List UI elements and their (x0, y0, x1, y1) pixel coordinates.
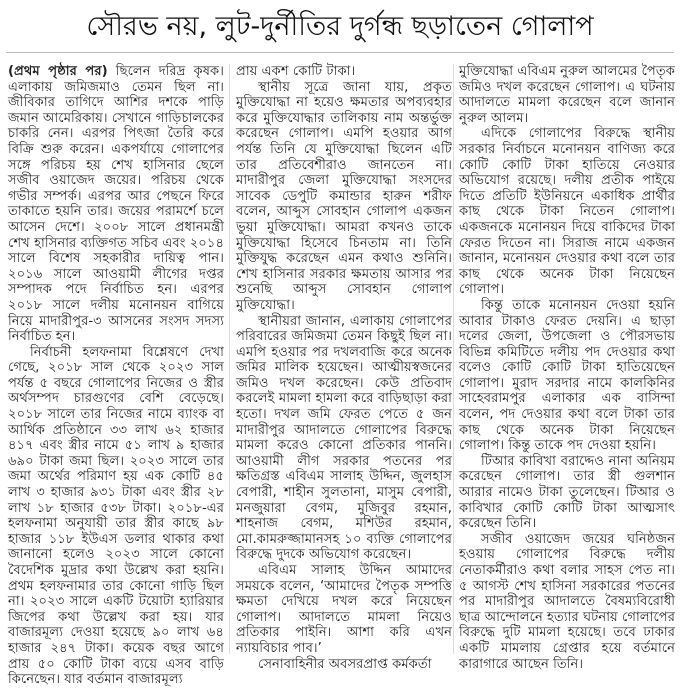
article-paragraph: এদিকে গোলাপের বিরুদ্ধে স্থানীয় সরকার নির্বাচনে মনোনয়ন বাণিজ্য করে কোটি কোটি টাকা হাতিয়ে নেওয়ার অভিযোগ রয়েছে। দলীয় প্রতীক পাইয়ে দিতে প্রতিটি ইউনিয়নে একাধিক প্রার্থীর কাছ থেকে টাকা নিতেন গোলাপ। একজনকে মনোনয়ন দিয়ে বাকিদের টাকা ফেরত দিতেন না। সিরাজ নামে একজন জানান, মনোনয়ন দেওয়ার কথা বলে তার কাছ থেকে অনেক টাকা নিয়েছেন গোলাপ। (459, 126, 675, 298)
article-paragraph: মুক্তিযোদ্ধা এবিএম নুরুল আলমের পৈতৃক জমিও দখল করেছেন গোলাপ। এ ঘটনায় আদালতে মামলা করেছেন বলে জানান নুরুল আলম। (459, 64, 675, 126)
column-divider (453, 64, 454, 654)
article-paragraph (8, 64, 224, 345)
headline-divider (6, 52, 674, 53)
article-paragraph: এবিএম সালাহ উদ্দিন আমাদের সময়কে বলেন, ‘আমাদের পৈতৃক সম্পত্তি ক্ষমতা দেখিয়ে দখল করে নিয়েছেন গোলাপ। আদালতে মামলা নিয়েও প্রতিকার পাইনি। আশা করি এখন ন্যায়বিচার পাব।’ (236, 563, 452, 656)
article-paragraph: প্রায় একশ কোটি টাকা। (236, 64, 356, 79)
article-column-3 (459, 64, 675, 672)
article-paragraph: নির্বাচনী হলফনামা বিশ্লেষণে দেখা গেছে, ২০১৮ সাল থেকে ২০২৩ সাল পর্যন্ত ৫ বছরে গোলাপের নিজের ও স্ত্রীর অর্থসম্পদ চারগুণের বেশি বেড়েছে। ২০১৮ সালে তার নিজের নামে ব্যাংক বা আর্থিক প্রতিষ্ঠানে ৩৩ লাখ ৬২ হাজার ৪১৭ এবং স্ত্রীর নামে ৫১ লাখ ৯ হাজার ৬৯০ টাকা জমা ছিল। ২০২৩ সালে তার জমা অর্থের পরিমাণ হয় এক কোটি ৪৫ লাখ ৩ হাজার ৯৩১ টাকা এবং স্ত্রীর ২৮ লাখ ১৮ হাজার ৫৩৮ টাকা। ২০১৮-এর হলফনামা অনুযায়ী তার স্ত্রীর কাছে ৯৮ হাজার ১১৮ ইউএস ডলার থাকার কথা জানানো হলেও ২০২৩ সালে কোনো বৈদেশিক মুদ্রার কথা উল্লেখ করা হয়নি। প্রথম হলফনামার তার কোনো গাড়ি ছিল না। ২০২৩ সালে একটি টয়োটা হ্যারিয়ার জিপের কথা উল্লেখ করা হয়। যার বাজারমূল্য দেওয়া হয়েছে ৯০ লাখ ৬৪ হাজার ২৪৭ টাকা। কয়েক বছর আগে প্রায় ৫০ কোটি টাকা ব্যয়ে এসব বাড়ি কিনেছেন। যার বর্তমান বাজারমূল্য (8, 344, 224, 688)
headline: সৌরভ নয়, লুট-দুর্নীতির দুর্গন্ধ ছড়াতেন গোলাপ (86, 11, 594, 42)
paragraph-text: ছিলেন দরিদ্র কৃষক। এলাকায় জমিজমাও তেমন ছিল না। জীবিকার তাগিদে আশির দশকে পাড়ি জমান আমেরিকায়। সেখানে গাড়িচালকের চাকরি নেন। এরপর পিৎজা তৈরি করে বিক্রি শুরু করেন। একপর্যায়ে গোলাপের সঙ্গে পরিচয় হয় শেখ হাসিনার ছেলে সজীব ওয়াজেদ জয়ের। পরিচয় থেকে গভীর সম্পর্ক। এরপর আর পেছনে ফিরে তাকাতে হয়নি তার। জয়ের পরামর্শে চলে আসেন দেশে। ২০০৮ সালে প্রধানমন্ত্রী শেখ হাসিনার ব্যক্তিগত সচিব এবং ২০১৪ সালে বিশেষ সহকারীর দায়িত্ব পান। ২০১৬ সালে আওয়ামী লীগের দপ্তর সম্পাদক পদে নির্বাচিত হন। এরপর ২০১৮ সালে দলীয় মনোনয়ন বাগিয়ে নিয়ে মাদারীপুর-৩ আসনের সংসদ সদস্য নির্বাচিত হন। (8, 64, 224, 345)
article-paragraph: কিন্তু তাকে মনোনয়ন দেওয়া হয়নি আবার টাকাও ফেরত দেয়নি। এ ছাড়া দলের জেলা, উপজেলা ও পৌরসভায় বিভিন্ন কমিটিতে দলীয় পদ দেওয়ার কথা বলেও কোটি কোটি টাকা হাতিয়েছেন গোলাপ। মুরাদ সরদার নামে কালকিনির সাহেবরামপুর এলাকার এক বাসিন্দা বলেন, পদ দেওয়ার কথা বলে টাকা তার কাছ থেকে অনেক টাকা নিয়েছেন গোলাপ। কিন্তু তাকে পদ দেওয়া হয়নি। (459, 297, 675, 454)
continuation-label: (প্রথম পৃষ্ঠার পর) (8, 64, 108, 79)
article-paragraph: স্থানীয় সূত্রে জানা যায়, প্রকৃত মুক্তিযোদ্ধা না হয়েও ক্ষমতার অপব্যবহার করে মুক্তিযোদ্ধার তালিকায় নাম অন্তর্ভুক্ত করেছেন গোলাপ। এমপি হওয়ার আগ পর্যন্ত তিনি যে মুক্তিযোদ্ধা ছিলেন এটি তার প্রতিবেশীরাও জানতেন না। মাদারীপুর জেলা মুক্তিযোদ্ধা সংসদের সাবেক ডেপুটি কমান্ডার হারুন শরীফ বলেন, আব্দুস সোবহান গোলাপ একজন ভুয়া মুক্তিযোদ্ধা। আমরা কখনও তাকে মুক্তিযোদ্ধা হিসেবে চিনতাম না। তিনি মুক্তিযুদ্ধ করেছেন এমন কথাও শুনিনি। শেখ হাসিনার সরকার ক্ষমতায় আসার পর শুনেছি আব্দুস সোবহান গোলাপ মুক্তিযোদ্ধা। (236, 79, 452, 313)
article-paragraph: স্থানীয়রা জানান, এলাকায় গোলাপের পরিবারের জমিজমা তেমন কিছুই ছিল না। এমপি হওয়ার পর দখলবাজি করে অনেক জমির মালিক হয়েছেন। আত্মীয়স্বজনের জমিও দখল করেছেন। কেউ প্রতিবাদ করলেই মামলা হামলা করে বাড়িছাড়া করা হতো। দখল জমি ফেরত পেতে ৫ জন মাদারীপুর আদালতে গোলাপের বিরুদ্ধে মামলা করেও কোনো প্রতিকার পাননি। আওয়ামী লীগ সরকার পতনের পর ক্ষতিগ্রস্ত এবিএম সালাহ উদ্দিন, জুলহাস বেপারী, শাহীন সুলতানা, মাসুম বেপারী, মনজুয়ারা বেগম, মুজিবুর রহমান, শাহনাজ বেগম, মশিউর রহমান, মো.কামরুজ্জামানসহ ১০ ব্যক্তি গোলাপের বিরুদ্ধে দুদকে অভিযোগ করেছেন। (236, 313, 452, 563)
article-column-1 (8, 64, 224, 688)
article-paragraph: সেনাবাহিনীর অবসরপ্রাপ্ত কর্মকর্তা (258, 656, 432, 672)
article-paragraph: সজীব ওয়াজেদ জয়ের ঘনিষ্ঠজন হওয়ায় গোলাপের বিরুদ্ধে দলীয় নেতাকর্মীরাও কথা বলার সাহস পেত না। ৫ আগস্ট শেখ হাসিনা সরকারের পতনের পর মাদারীপুর আদালতে বৈষম্যবিরোধী ছাত্র আন্দোলনে হত্যার ঘটনায় গোলাপের বিরুদ্ধে দুটি মামলা হয়েছে। তবে ঢাকার একটি মামলায় গ্রেপ্তার হয়ে বর্তমানে কারাগারে আছেন তিনি। (459, 531, 675, 672)
column-divider (229, 64, 230, 654)
article-paragraph: টিআর কাবিখা বরাদ্দেও নানা অনিয়ম করেছেন গোলাপ। তার স্ত্রী গুলশান আরার নামেও টাকা তুলেছেন। টিআর ও কাবিখার কোটি কোটি টাকা আত্মসাৎ করেছেন তিনি। (459, 453, 675, 532)
article-column-2 (236, 64, 452, 672)
